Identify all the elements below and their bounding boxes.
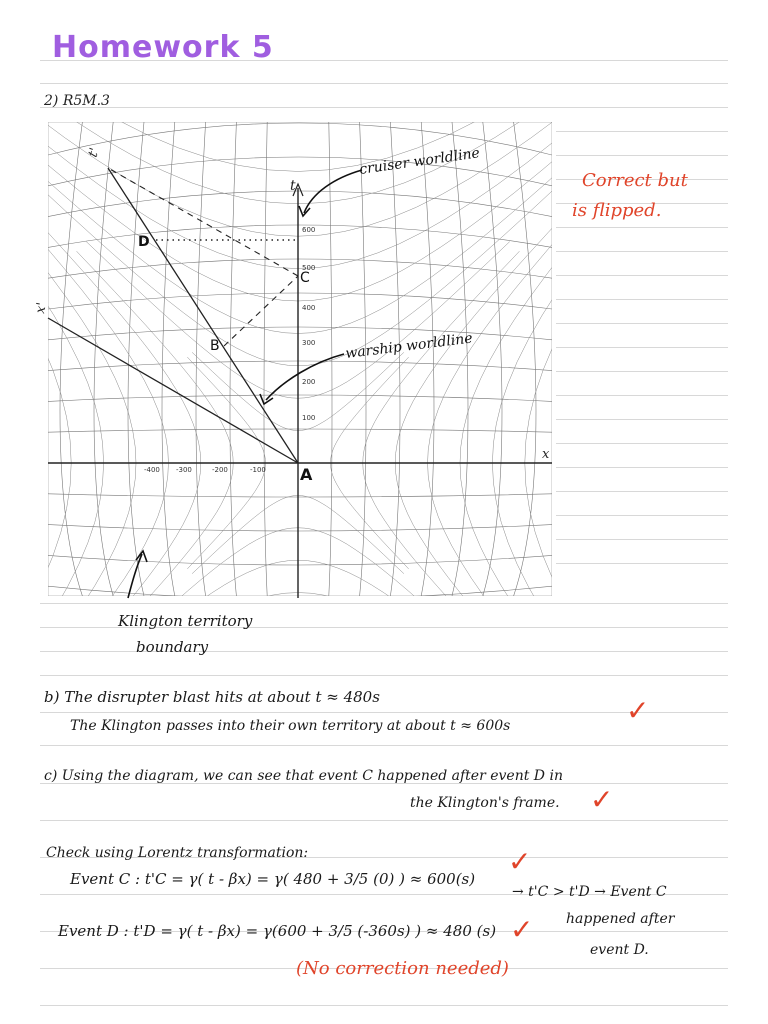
grader-comment-line2: is flipped. [572, 200, 662, 221]
event-c: C [300, 270, 310, 286]
x-tick-m400: -400 [144, 466, 160, 474]
grid-line [162, 122, 175, 596]
check-event-c: Event C : t'C = γ( t - βx) = γ( 480 + 3/5 (0) ) ≈ 600(s) [70, 870, 476, 888]
grid-line [196, 122, 206, 596]
grid-line [525, 0, 768, 1024]
grid-line [60, 122, 82, 596]
grid-line [514, 122, 536, 596]
t-tick-400: 400 [302, 304, 316, 312]
xprime-axis-label: x' [33, 301, 50, 315]
boundary-label-line2: boundary [136, 638, 209, 656]
grader-comment-line1: Correct but [582, 170, 688, 191]
t-axis-label: t [290, 178, 296, 194]
grid-line [557, 0, 768, 1024]
check-event-d: Event D : t'D = γ( t - βx) = γ(600 + 3/5 (-360s) ) ≈ 480 (s) [58, 922, 497, 940]
part-b-line2: The Klington passes into their own territory at about t ≈ 600s [70, 718, 511, 734]
grid-line [0, 0, 6, 1024]
xprime-axis [48, 318, 298, 463]
event-b: B [210, 338, 220, 354]
grid-line [390, 122, 400, 596]
conclusion-line2: happened after [566, 911, 675, 927]
checkmark-c: ✓ [590, 783, 614, 816]
x-tick-m200: -200 [212, 466, 228, 474]
event-a: A [300, 465, 313, 484]
checkmark-event-d: ✓ [510, 913, 534, 946]
x-tick-labels [144, 466, 266, 474]
checkmark-b: ✓ [626, 694, 650, 727]
grid-line [128, 122, 144, 596]
t-tick-300: 300 [302, 339, 316, 347]
conclusion-line1: → t'C > t'D → Event C [512, 884, 667, 900]
grid-line [590, 0, 768, 1024]
grid-line [0, 0, 136, 992]
warship-worldline-label: warship worldline [344, 330, 474, 362]
grid-line [421, 122, 434, 596]
t-tick-500: 500 [302, 264, 316, 272]
check-heading: Check using Lorentz transformation: [46, 845, 309, 861]
grid-line [0, 131, 616, 366]
grid-line [0, 0, 71, 1024]
tprime-axis-label: t' [85, 145, 103, 160]
x-tick-m300: -300 [176, 466, 192, 474]
event-d: D [138, 234, 150, 250]
checkmark-event-c: ✓ [508, 845, 532, 878]
spacetime-diagram [33, 118, 556, 600]
x-tick-m100: -100 [250, 466, 266, 474]
grid-line [94, 122, 113, 596]
grid-line [460, 0, 768, 992]
x-axis-label: x [542, 447, 550, 462]
part-c-line1: c) Using the diagram, we can see that event C happened after event D in [44, 768, 563, 784]
conclusion-line3: event D. [590, 942, 649, 958]
t-tick-labels [302, 226, 315, 422]
grid-line [0, 560, 616, 795]
no-correction-note: (No correction needed) [296, 958, 509, 979]
boundary-label-line1: Klington territory [118, 612, 253, 630]
grid-line [483, 122, 502, 596]
grid-line [0, 0, 39, 1024]
tprime-axis [108, 168, 298, 463]
part-c-line2: the Klington's frame. [410, 795, 560, 811]
cruiser-worldline-label: cruiser worldline [358, 145, 481, 178]
grid-line [452, 122, 468, 596]
dashed-line-c [108, 168, 298, 276]
part-b-line1: b) The disrupter blast hits at about t ≈ 480s [44, 688, 380, 706]
page-title: Homework 5 [52, 30, 274, 65]
grid-line [264, 122, 267, 596]
problem-number: 2) R5M.3 [44, 93, 110, 109]
t-tick-200: 200 [302, 378, 316, 386]
grid-line [492, 0, 768, 1024]
t-tick-100: 100 [302, 414, 316, 422]
dashed-line-b [224, 276, 298, 346]
t-tick-600: 600 [302, 226, 316, 234]
